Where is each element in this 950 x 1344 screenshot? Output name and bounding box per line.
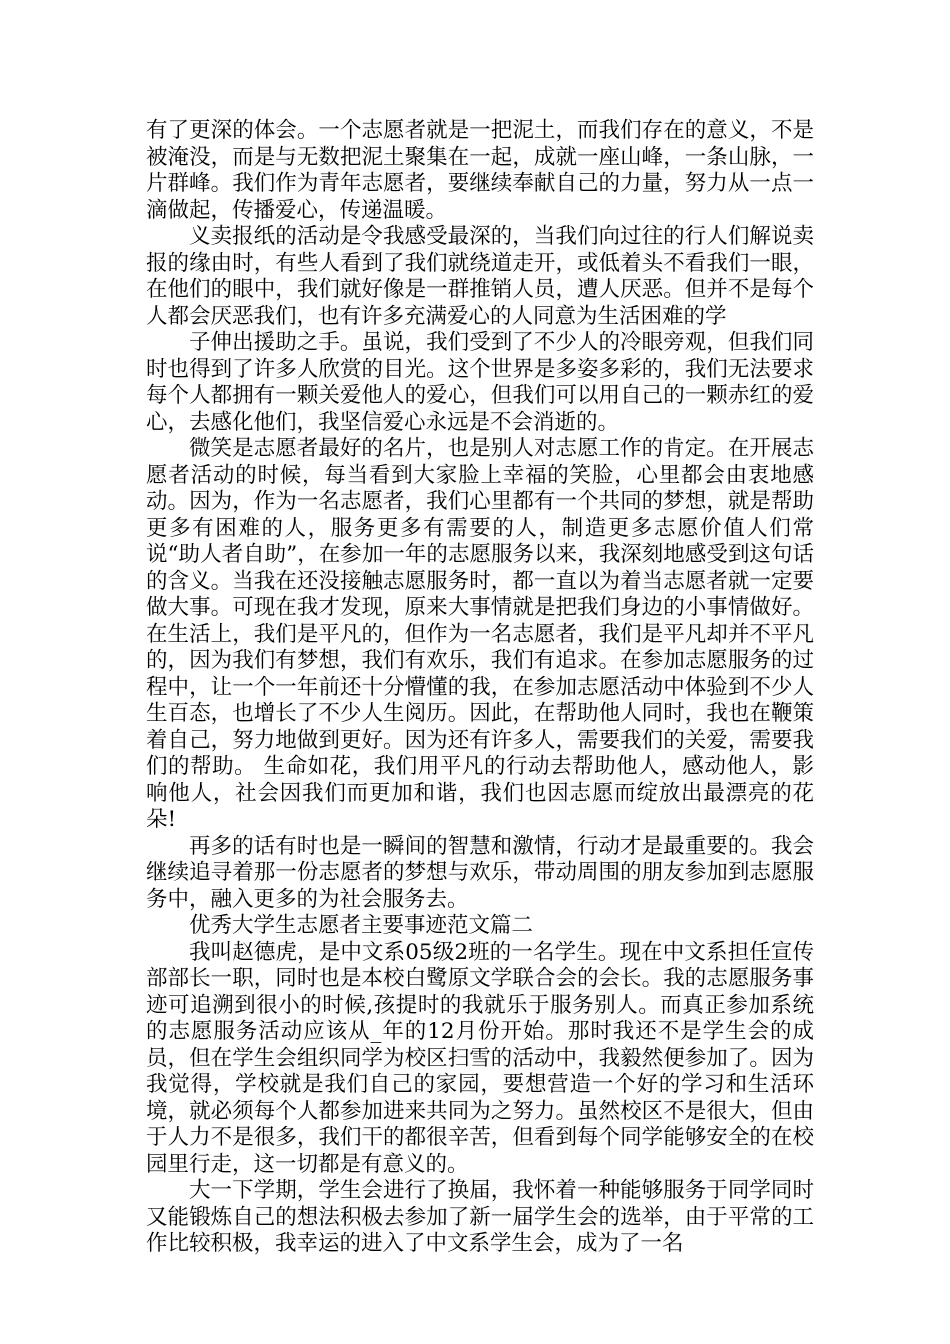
paragraph-3: 子伸出援助之手。虽说，我们受到了不少人的冷眼旁观，但我们同时也得到了许多人欣赏的目光。这个世界是多姿多彩的，我们无法要求每个人都拥有一颗关爱他人的爱心，但我们可以用自己的一颗赤红的爱心，去感化他们，我坚信爱心永远是不会消逝的。 (146, 330, 814, 435)
paragraph-5: 再多的话有时也是一瞬间的智慧和激情，行动才是最重要的。我会继续追寻着那一份志愿者的梦想与欢乐，带动周围的朋友参加到志愿服务中，融入更多的为社会服务去。 (146, 833, 814, 912)
paragraph-7: 大一下学期，学生会进行了换届，我怀着一种能够服务于同学同时又能锻炼自己的想法积极去参加了新一届学生会的选举，由于平常的工作比较积极，我幸运的进入了中文系学生会，成为了一名 (146, 1178, 814, 1256)
document-body (146, 118, 814, 1258)
paragraph-1: 有了更深的体会。一个志愿者就是一把泥土，而我们存在的意义，不是被淹没，而是与无数把泥土聚集在一起，成就一座山峰，一条山脉，一片群峰。我们作为青年志愿者，要继续奉献自己的力量，努力从一点一滴做起，传播爱心，传递温暖。 (146, 118, 814, 223)
paragraph-6: 我叫赵德虎，是中文系05级2班的一名学生。现在中文系担任宣传部部长一职，同时也是本校白鹭原文学联合会的会长。我的志愿服务事迹可追溯到很小的时候,孩提时的我就乐于服务别人。而真正参加系统的志愿服务活动应该从_年的12月份开始。那时我还不是学生会的成员，但在学生会组织同学为校区扫雪的活动中，我毅然便参加了。因为我觉得，学校就是我们自己的家园，要想营造一个好的学习和生活环境，就必须每个人都参加进来共同为之努力。虽然校区不是很大，但由于人力不是很多，我们干的都很辛苦，但看到每个同学能够安全的在校园里行走，这一切都是有意义的。 (146, 939, 814, 1177)
paragraph-4: 微笑是志愿者最好的名片，也是别人对志愿工作的肯定。在开展志愿者活动的时候，每当看到大家脸上幸福的笑脸，心里都会由衷地感动。因为，作为一名志愿者，我们心里都有一个共同的梦想，就是帮助更多有困难的人，服务更多有需要的人，制造更多志愿价值人们常说“助人者自助”，在参加一年的志愿服务以来，我深刻地感受到这句话的含义。当我在还没接触志愿服务时，都一直以为着当志愿者就一定要做大事。可现在我才发现，原来大事情就是把我们身边的小事情做好。在生活上，我们是平凡的，但作为一名志愿者，我们是平凡却并不平凡的，因为我们有梦想，我们有欢乐，我们有追求。在参加志愿服务的过程中，让一个一年前还十分懵懂的我，在参加志愿活动中体验到不少人生百态，也增长了不少人生阅历。因此，在帮助他人同时，我也在鞭策着自己，努力地做到更好。因为还有许多人，需要我们的关爱，需要我们的帮助。 生命如花，我们用平凡的行动去帮助他人，感动他人，影响他人，社会因我们而更加和谐，我们也因志愿而绽放出最漂亮的花朵! (146, 436, 814, 832)
paragraph-2: 义卖报纸的活动是令我感受最深的，当我们向过往的行人们解说卖报的缘由时，有些人看到了我们就绕道走开，或低着头不看我们一眼，在他们的眼中，我们就好像是一群推销人员，遭人厌恶。但并不是每个人都会厌恶我们，也有许多充满爱心的人同意为生活困难的学 (146, 224, 814, 329)
section-heading: 优秀大学生志愿者主要事迹范文篇二 (189, 913, 534, 938)
